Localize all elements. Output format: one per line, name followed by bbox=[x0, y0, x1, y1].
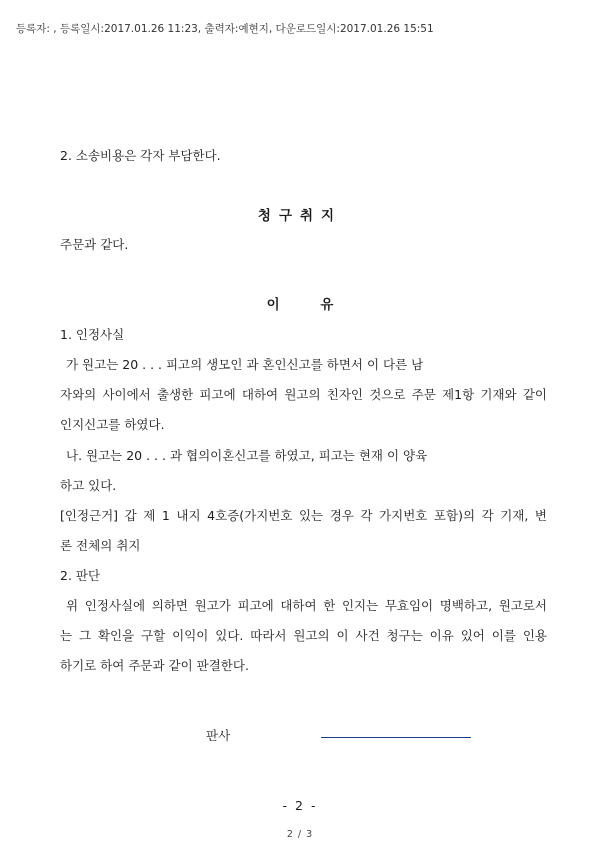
reasons-heading: 이 유 bbox=[266, 297, 334, 313]
judge-label: 판사 bbox=[206, 728, 231, 743]
fact-a-line-1: 가 원고는 20 . . . 피고의 생모인 과 혼인신고를 하면서 이 다른 남 bbox=[66, 357, 424, 372]
evidence-basis-line-2: 론 전체의 취지 bbox=[60, 538, 141, 553]
fact-a-line-3: 인지신고를 하였다. bbox=[60, 417, 165, 432]
fact-b-line-2: 하고 있다. bbox=[60, 478, 117, 493]
judgment-line-1: 위 인정사실에 의하면 원고가 피고에 대하여 한 인지는 무효임이 명백하고, 원고로서 bbox=[66, 598, 547, 613]
claim-text: 주문과 같다. bbox=[60, 237, 129, 252]
order-item-2: 2. 소송비용은 각자 부담한다. bbox=[60, 148, 221, 163]
signature-line bbox=[321, 737, 471, 738]
evidence-basis-line-1: [인정근거] 갑 제 1 내지 4호증(가지번호 있는 경우 각 가지번호 포함)의 각 기재, 변 bbox=[60, 508, 547, 523]
page-count: 2 / 3 bbox=[286, 829, 314, 840]
page-number: - 2 - bbox=[282, 798, 318, 813]
judgment-line-2: 는 그 확인을 구할 이익이 있다. 따라서 원고의 이 사건 청구는 이유 있어 이를 인용 bbox=[60, 628, 547, 643]
judgment-line-3: 하기로 하여 주문과 같이 판결한다. bbox=[60, 658, 249, 673]
download-stamp: 등록자: , 등록일시:2017.01.26 11:23, 출력자:예현지, 다운로드일시:2017.01.26 15:51 bbox=[16, 23, 434, 35]
fact-a-line-2: 자와의 사이에서 출생한 피고에 대하여 원고의 친자인 것으로 주문 제1항 기재와 같이 bbox=[60, 387, 547, 402]
section-1-title: 1. 인정사실 bbox=[60, 327, 125, 342]
claim-heading: 청구취지 bbox=[257, 208, 343, 224]
fact-b-line-1: 나. 원고는 20 . . . 과 협의이혼신고를 하였고, 피고는 현재 이 양육 bbox=[66, 448, 428, 463]
section-2-title: 2. 판단 bbox=[60, 568, 101, 583]
